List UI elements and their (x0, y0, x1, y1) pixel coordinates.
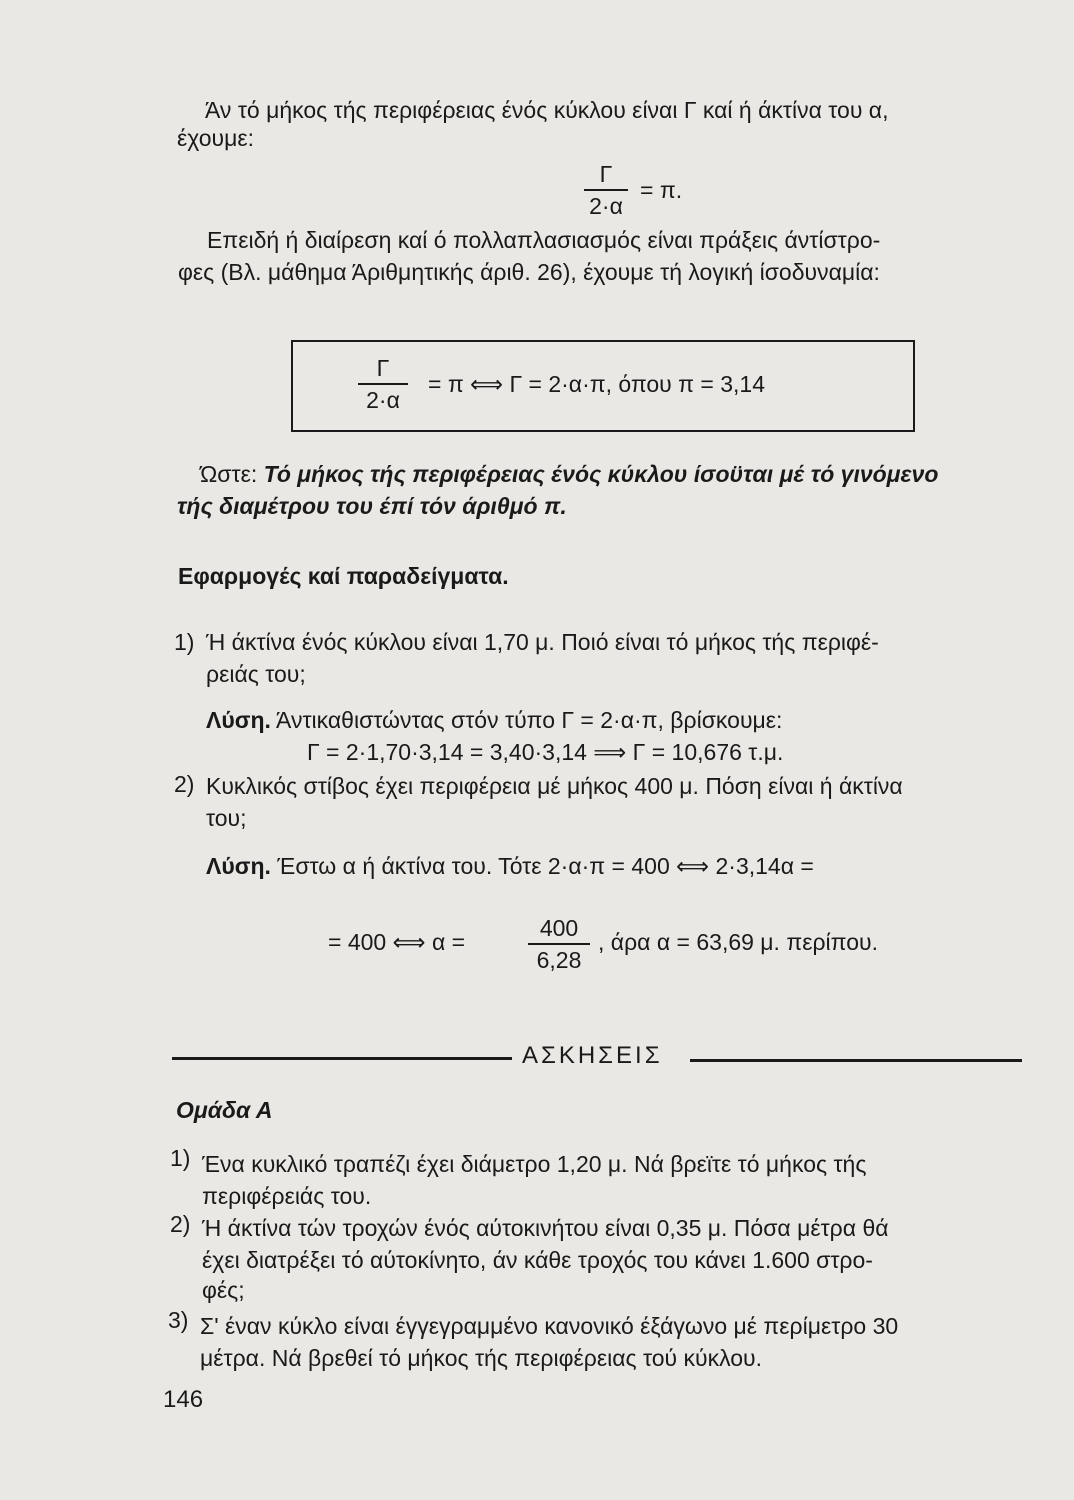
ex-3-line-1: Σ' έναν κύκλο είναι έγγεγραμμένο κανονικό έξάγωνο μέ περίμετρο 30 (200, 1313, 899, 1339)
exercises-heading: ΑΣΚΗΣΕΙΣ (522, 1042, 663, 1069)
app-1-number: 1) (174, 629, 195, 655)
app-2-fraction-numerator: 400 (539, 915, 579, 941)
app-2-solution-line-2-post: , άρα α = 63,69 μ. περίπου. (598, 929, 878, 955)
app-2-solution-text: Έστω α ή άκτίνα του. Τότε 2·α·π = 400 ⟺ 2·3,14α = (277, 853, 814, 879)
page-number: 146 (163, 1386, 204, 1413)
app-2-solution-line-2-pre: = 400 ⟺ α = (328, 929, 466, 955)
app-1-solution-line-2: Γ = 2·1,70·3,14 = 3,40·3,14 ⟹ Γ = 10,676 τ.μ. (307, 739, 784, 765)
ex-1-line-2: περιφέρειάς του. (202, 1183, 372, 1209)
exercise-group-title: Ομάδα Α (176, 1097, 273, 1123)
conclusion-line-1 (200, 460, 938, 488)
box-fraction-denominator: 2·α (366, 387, 400, 413)
heading-rule-right (690, 1059, 1022, 1062)
app-2-fraction-denominator: 6,28 (536, 947, 582, 973)
intro-fraction (584, 160, 628, 220)
intro-fraction-denominator: 2·α (589, 193, 623, 219)
intro-fraction-numerator: Γ (599, 161, 613, 187)
fraction-bar (358, 383, 408, 385)
app-2-number: 2) (174, 771, 195, 797)
solution-label: Λύση. (206, 707, 271, 733)
conclusion-prefix: Ώστε: (200, 461, 264, 487)
intro-line-1: Άν τό μήκος τής περιφέρειας ένός κύκλου είναι Γ καί ή άκτίνα του α, (205, 97, 889, 123)
reason-line-1: Επειδή ή διαίρεση καί ό πολλαπλασιασμός είναι πράξεις άντίστρο- (207, 227, 881, 253)
ex-2-line-1: Ή άκτίνα τών τροχών ένός αύτοκινήτου είναι 0,35 μ. Πόσα μέτρα θά (202, 1215, 889, 1241)
ex-1-line-1: Ένα κυκλικό τραπέζι έχει διάμετρο 1,20 μ. Νά βρεϊτε τό μήκος τής (202, 1151, 867, 1177)
app-1-line-1: Ή άκτίνα ένός κύκλου είναι 1,70 μ. Ποιό είναι τό μήκος τής περιφέ- (206, 629, 879, 655)
ex-3-line-2: μέτρα. Νά βρεθεί τό μήκος τής περιφέρειας τού κύκλου. (200, 1345, 763, 1371)
app-2-fraction (528, 914, 590, 974)
intro-line-2: έχουμε: (177, 125, 254, 151)
applications-title: Εφαρμογές καί παραδείγματα. (178, 563, 509, 589)
app-2-line-2: του; (206, 805, 247, 831)
reason-line-2: φες (Βλ. μάθημα Άριθμητικής άριθ. 26), έχουμε τή λογική ίσοδυναμία: (178, 259, 880, 285)
conclusion-line-2: τής διαμέτρου του έπί τόν άριθμό π. (177, 493, 567, 519)
fraction-bar (584, 189, 628, 191)
app-2-line-1: Κυκλικός στίβος έχει περιφέρεια μέ μήκος 400 μ. Πόση είναι ή άκτίνα (206, 773, 903, 799)
app-1-line-2: ρειάς του; (206, 661, 306, 687)
fraction-bar (528, 943, 590, 945)
box-fraction-numerator: Γ (376, 355, 390, 381)
box-formula-text: = π ⟺ Γ = 2·α·π, όπου π = 3,14 (428, 371, 765, 397)
solution-label: Λύση. (206, 853, 271, 879)
conclusion-bold-1: Τό μήκος τής περιφέρειας ένός κύκλου ίσοϋται μέ τό γινόμενο (263, 461, 939, 487)
app-2-solution-line-1 (206, 852, 814, 880)
ex-1-number: 1) (170, 1145, 191, 1171)
app-1-solution-text: Άντικαθιστώντας στόν τύπο Γ = 2·α·π, βρίσκουμε: (276, 707, 783, 733)
ex-2-number: 2) (170, 1211, 191, 1237)
intro-equation-rest: = π. (640, 177, 683, 203)
heading-rule-left (172, 1057, 512, 1060)
app-1-solution-line-1 (206, 706, 782, 734)
box-fraction (358, 354, 408, 414)
ex-2-line-3: φές; (202, 1277, 245, 1303)
ex-3-number: 3) (168, 1307, 189, 1333)
ex-2-line-2: έχει διατρέξει τό αύτοκίνητο, άν κάθε τροχός του κάνει 1.600 στρο- (202, 1247, 873, 1273)
